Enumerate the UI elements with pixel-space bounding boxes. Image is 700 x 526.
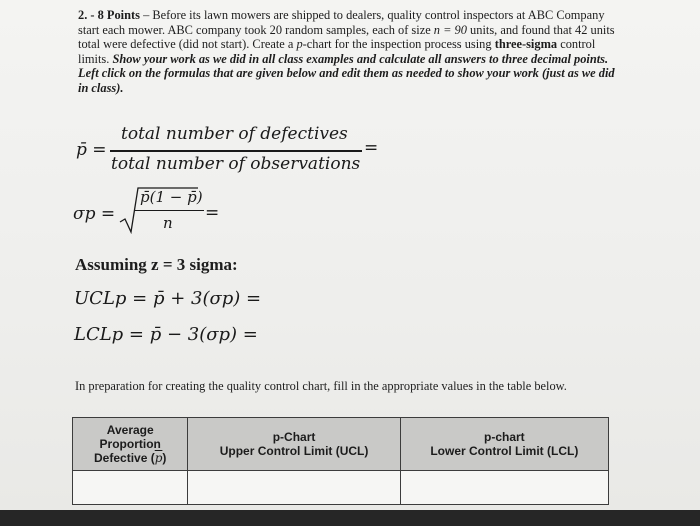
lcl-answer-cell[interactable] [400, 471, 608, 505]
header-ucl: p-Chart Upper Control Limit (UCL) [188, 418, 400, 471]
question-intro: 2. - 8 Points – Before its lawn mowers are shipped to dealers, quality control inspectors at ABC Company start each mower. ABC company took 20 random samples, each of size n = 90 units, and found that 42 units total were defective (did not start). Create a p-chart for the inspection process using three-sigma control limits. Show your work as we did in all class examples and calculate all answers to three decimal points. Left click on the formulas that are given below and edit them as needed to show your work (just as we did in class). [78, 8, 615, 95]
sample-size: n = 90 [433, 22, 467, 37]
ucl-formula[interactable]: UCLp = p̄ + 3(σp) = [74, 288, 262, 309]
pbar-answer-cell[interactable] [73, 471, 188, 505]
table-header-row [73, 418, 609, 471]
sigma-formula-lhs[interactable]: σp = [73, 204, 116, 224]
table-row [73, 471, 609, 505]
sigma-denominator[interactable]: n [163, 214, 173, 232]
sigma-equals[interactable]: = [205, 203, 220, 223]
instructions: Show your work as we did in all class examples and calculate all answers to three decimal points. Left click on the formulas that are given below and edit them as needed to show your work (just as we did in class). [78, 51, 615, 95]
table-instructions: In preparation for creating the quality control chart, fill in the appropriate values in the table below. [75, 379, 567, 393]
fraction-bar [134, 210, 204, 211]
fraction-bar [110, 150, 362, 152]
header-average-proportion: Average Proportion Defective $(\overline{p})$ [73, 418, 188, 471]
pbar-equals[interactable]: = [364, 138, 379, 158]
pbar-denominator[interactable]: total number of observations [111, 154, 361, 174]
ucl-answer-cell[interactable] [188, 471, 400, 505]
header-lcl: p-chart Lower Control Limit (LCL) [400, 418, 608, 471]
pbar-numerator[interactable]: total number of defectives [121, 124, 348, 144]
pbar-formula-lhs[interactable]: p̄ = [76, 140, 107, 160]
sigma-numerator[interactable]: p̄(1 − p̄) [140, 188, 203, 206]
question-number: 2. - 8 Points [78, 8, 140, 22]
assumption-heading: Assuming z = 3 sigma: [75, 255, 238, 274]
screen-bottom-edge [0, 510, 700, 526]
lcl-formula[interactable]: LCLp = p̄ − 3(σp) = [74, 324, 258, 345]
control-limits-table [72, 417, 609, 505]
